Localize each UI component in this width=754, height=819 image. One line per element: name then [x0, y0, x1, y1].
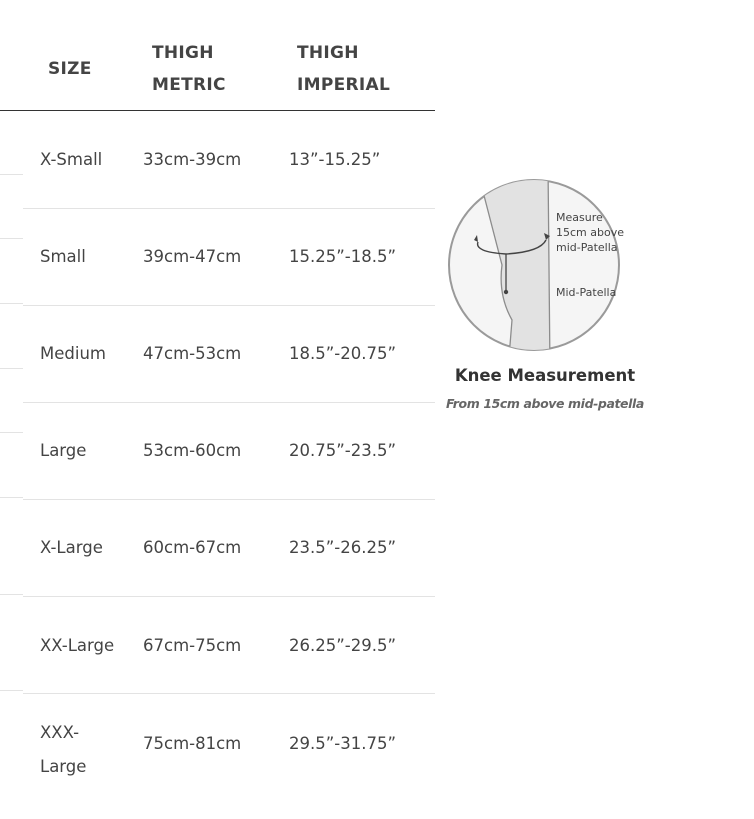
knee-measurement-diagram [440, 170, 650, 430]
metric-cell: 47cm-53cm [143, 344, 242, 363]
patella-dot [504, 290, 508, 294]
imperial-cell: 29.5”-31.75” [289, 734, 397, 753]
size-cell: Large [40, 441, 87, 460]
header-thigh-metric [152, 37, 226, 101]
size-cell-line2: Large [40, 757, 87, 776]
table-row [23, 402, 435, 500]
table-header [0, 0, 435, 111]
row-divider-tick [0, 432, 23, 433]
header-size: SIZE [48, 59, 92, 79]
metric-cell: 39cm-47cm [143, 247, 242, 266]
imperial-cell: 20.75”-23.5” [289, 441, 397, 460]
measure-label-line3: mid-Patella [556, 241, 618, 254]
diagram-title: Knee Measurement [454, 366, 636, 385]
metric-cell: 75cm-81cm [143, 734, 242, 753]
imperial-cell: 13”-15.25” [289, 150, 381, 169]
header-metric-line2: METRIC [152, 75, 226, 95]
row-divider-tick [0, 368, 23, 369]
metric-cell: 67cm-75cm [143, 636, 242, 655]
metric-cell: 53cm-60cm [143, 441, 242, 460]
row-divider-tick [0, 303, 23, 304]
table-row [23, 693, 435, 790]
patella-label: Mid-Patella [556, 286, 617, 299]
metric-cell: 60cm-67cm [143, 538, 242, 557]
row-divider-tick [0, 174, 23, 175]
row-divider-tick [0, 497, 23, 498]
diagram-subtitle: From 15cm above mid-patella [446, 396, 644, 411]
size-cell [40, 716, 86, 784]
imperial-cell: 15.25”-18.5” [289, 247, 397, 266]
table-row [23, 305, 435, 403]
table-row [23, 596, 435, 694]
row-divider-tick [0, 594, 23, 595]
header-imperial-line2: IMPERIAL [297, 75, 391, 95]
size-cell-line1: XXX- [40, 723, 80, 742]
table-row [23, 208, 435, 306]
size-cell: X-Large [40, 538, 103, 557]
size-cell: Small [40, 247, 86, 266]
row-divider-tick [0, 238, 23, 239]
measure-label-line2: 15cm above [556, 226, 624, 239]
table-row [23, 111, 435, 209]
header-thigh-imperial [297, 37, 390, 101]
row-divider-tick [0, 690, 23, 691]
imperial-cell: 26.25”-29.5” [289, 636, 397, 655]
knee-illustration [440, 170, 650, 360]
header-imperial-line1: THIGH [297, 43, 359, 63]
imperial-cell: 23.5”-26.25” [289, 538, 397, 557]
measure-label-line1: Measure [556, 211, 603, 224]
table-row [23, 499, 435, 597]
imperial-cell: 18.5”-20.75” [289, 344, 397, 363]
metric-cell: 33cm-39cm [143, 150, 242, 169]
header-metric-line1: THIGH [152, 43, 214, 63]
size-cell: Medium [40, 344, 106, 363]
size-cell: X-Small [40, 150, 103, 169]
size-cell: XX-Large [40, 636, 115, 655]
